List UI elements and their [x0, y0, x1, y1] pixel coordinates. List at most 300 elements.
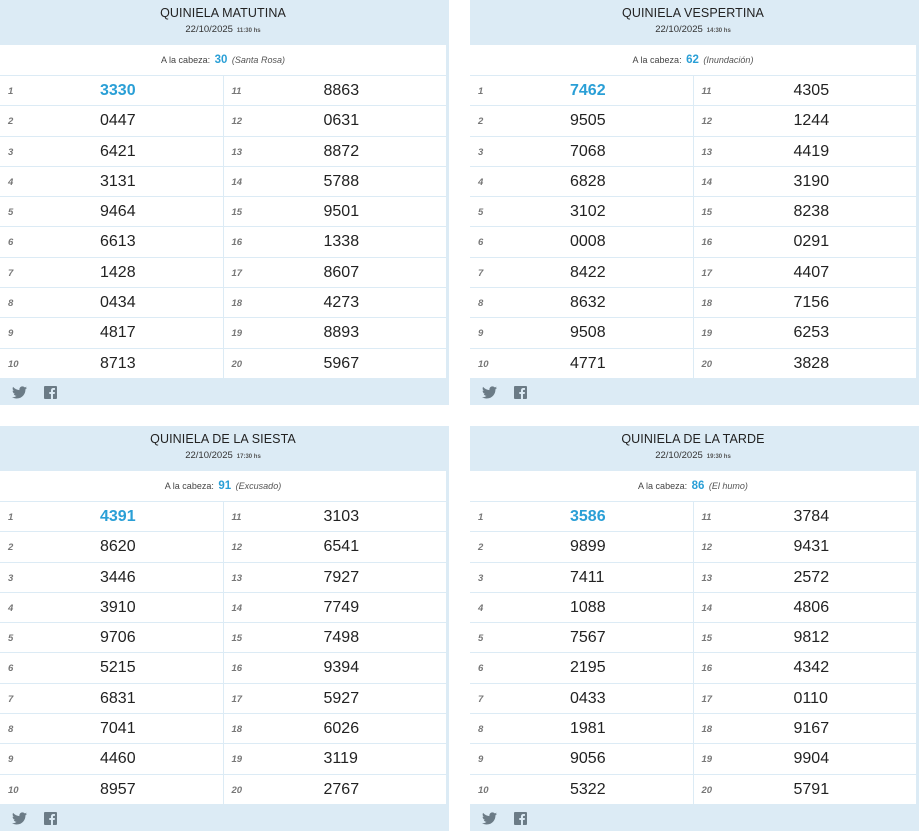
result-number: 2195	[570, 659, 606, 677]
result-number: 1338	[323, 233, 360, 251]
results-grid	[470, 76, 916, 379]
result-row	[470, 258, 693, 288]
result-position: 16	[231, 663, 243, 675]
panel-time: 19:30 hs	[706, 454, 731, 460]
result-number: 4342	[793, 659, 830, 677]
results-panel	[470, 0, 916, 405]
result-position: 10	[478, 784, 489, 796]
result-row	[224, 593, 447, 623]
result-position: 9	[8, 754, 14, 766]
result-row	[0, 288, 223, 318]
panel-date-line	[470, 24, 916, 35]
panel-date-line	[0, 450, 446, 461]
result-number: 9464	[100, 203, 136, 221]
result-number: 5215	[100, 659, 136, 677]
result-number: 5791	[793, 780, 830, 798]
result-row	[224, 532, 447, 562]
result-position: 9	[478, 328, 484, 340]
result-row	[0, 197, 223, 227]
result-position: 18	[231, 724, 243, 736]
results-column-left	[470, 502, 693, 805]
result-row	[224, 349, 447, 379]
result-position: 11	[231, 86, 242, 97]
result-position: 19	[701, 754, 713, 766]
result-row	[224, 653, 447, 683]
result-number: 5788	[323, 172, 360, 190]
facebook-icon[interactable]	[514, 386, 527, 399]
result-position: 16	[231, 237, 243, 249]
result-row	[694, 744, 917, 774]
result-number: 1088	[570, 598, 606, 616]
panel-header	[470, 426, 916, 471]
facebook-icon[interactable]	[514, 812, 527, 825]
results-column-right	[223, 502, 447, 805]
panel-time: 17:30 hs	[236, 454, 261, 460]
twitter-icon[interactable]	[482, 386, 497, 399]
result-row	[694, 167, 917, 197]
result-position: 11	[231, 512, 242, 523]
twitter-icon[interactable]	[12, 812, 27, 825]
result-row	[224, 288, 447, 318]
result-position: 7	[478, 267, 484, 279]
result-row	[694, 532, 917, 562]
result-row	[470, 623, 693, 653]
result-position: 14	[231, 602, 243, 614]
result-row	[694, 623, 917, 653]
result-position: 5	[478, 633, 484, 645]
cabeza-label: A la cabeza:	[164, 481, 214, 491]
result-number: 9904	[793, 750, 830, 768]
result-row	[694, 258, 917, 288]
result-number: 8238	[793, 203, 830, 221]
result-number: 6831	[100, 689, 136, 707]
result-number: 6828	[570, 172, 606, 190]
results-grid	[0, 502, 446, 805]
cabeza-line	[0, 45, 446, 76]
result-number: 3190	[793, 172, 830, 190]
result-row	[224, 318, 447, 348]
cabeza-line	[470, 45, 916, 76]
result-number: 9431	[793, 538, 830, 556]
result-row	[224, 563, 447, 593]
result-row	[0, 775, 223, 805]
result-position: 20	[231, 784, 243, 796]
result-position: 12	[231, 542, 243, 554]
result-number: 8632	[570, 294, 606, 312]
result-row	[470, 593, 693, 623]
result-position: 2	[478, 116, 484, 128]
result-row	[470, 744, 693, 774]
result-number: 3103	[323, 508, 360, 525]
result-row	[694, 714, 917, 744]
result-row	[224, 137, 447, 167]
result-row	[224, 684, 447, 714]
result-number: 3102	[570, 203, 606, 221]
result-position: 19	[701, 328, 713, 340]
results-grid	[470, 502, 916, 805]
result-number: 9505	[570, 112, 606, 130]
result-row	[0, 76, 223, 106]
result-number: 8422	[570, 263, 606, 281]
panel-time: 11:30 hs	[236, 28, 261, 34]
results-panel	[0, 0, 446, 405]
result-position: 6	[8, 237, 14, 249]
result-row	[0, 623, 223, 653]
result-number: 0434	[100, 294, 136, 312]
panel-wrapper	[470, 426, 919, 831]
result-position: 20	[701, 784, 713, 796]
panel-time: 14:30 hs	[706, 28, 731, 34]
result-position: 17	[701, 267, 713, 279]
result-position: 19	[231, 754, 243, 766]
result-number: 5967	[323, 354, 360, 372]
panel-footer	[470, 379, 916, 405]
result-number: 4273	[323, 294, 360, 312]
result-number: 8607	[323, 263, 360, 281]
cabeza-number: 91	[218, 480, 232, 492]
result-row	[0, 137, 223, 167]
result-position: 18	[701, 298, 713, 310]
result-position: 4	[8, 176, 14, 188]
result-position: 15	[701, 207, 713, 219]
result-row	[224, 227, 447, 257]
result-row	[470, 76, 693, 106]
result-number: 4460	[100, 750, 136, 768]
result-row	[694, 563, 917, 593]
result-row	[224, 775, 447, 805]
result-position: 5	[8, 633, 14, 645]
cabeza-meaning: (Santa Rosa)	[231, 55, 285, 65]
result-row	[0, 349, 223, 379]
results-column-left	[0, 76, 223, 379]
twitter-icon[interactable]	[482, 812, 497, 825]
result-number: 6421	[100, 142, 136, 160]
result-number: 3784	[793, 508, 830, 525]
result-row	[224, 258, 447, 288]
cabeza-number: 30	[214, 54, 228, 66]
result-row	[470, 653, 693, 683]
result-position: 12	[701, 542, 713, 554]
result-position: 14	[231, 176, 243, 188]
result-row	[224, 167, 447, 197]
result-number: 8620	[100, 538, 136, 556]
result-row	[694, 318, 917, 348]
result-row	[224, 106, 447, 136]
result-number: 7411	[570, 568, 605, 586]
result-row	[0, 502, 223, 532]
results-column-right	[223, 76, 447, 379]
result-row	[0, 167, 223, 197]
result-row	[0, 653, 223, 683]
result-position: 2	[8, 116, 14, 128]
result-position: 9	[8, 328, 14, 340]
result-row	[470, 137, 693, 167]
result-row	[694, 502, 917, 532]
result-position: 19	[231, 328, 243, 340]
facebook-icon[interactable]	[44, 812, 57, 825]
panel-date-line	[0, 24, 446, 35]
result-row	[0, 258, 223, 288]
result-row	[470, 197, 693, 227]
result-row	[694, 684, 917, 714]
result-position: 8	[8, 298, 14, 310]
cabeza-label: A la cabeza:	[161, 55, 211, 65]
result-row	[470, 714, 693, 744]
cabeza-label: A la cabeza:	[632, 55, 682, 65]
result-number: 7927	[323, 568, 360, 586]
result-number: 3131	[100, 172, 136, 190]
result-position: 2	[478, 542, 484, 554]
panel-date: 22/10/2025	[655, 450, 703, 461]
result-position: 20	[231, 358, 243, 370]
cabeza-meaning: (Excusado)	[235, 481, 282, 491]
result-row	[224, 714, 447, 744]
result-number: 8872	[323, 142, 360, 160]
result-row	[694, 593, 917, 623]
result-position: 16	[701, 663, 713, 675]
result-position: 9	[478, 754, 484, 766]
result-position: 6	[8, 663, 14, 675]
cabeza-number: 62	[686, 54, 699, 66]
result-number: 7156	[793, 294, 830, 312]
panel-header	[470, 0, 916, 45]
result-row	[694, 76, 917, 106]
panel-title: QUINIELA DE LA SIESTA	[150, 432, 296, 446]
twitter-icon[interactable]	[12, 386, 27, 399]
result-position: 5	[478, 207, 484, 219]
result-number: 3910	[100, 598, 136, 616]
result-number: 2572	[793, 568, 830, 586]
panel-date: 22/10/2025	[185, 450, 233, 461]
result-row	[0, 532, 223, 562]
result-row	[694, 137, 917, 167]
result-row	[224, 744, 447, 774]
result-row	[470, 775, 693, 805]
result-position: 14	[701, 602, 713, 614]
result-row	[0, 227, 223, 257]
result-position: 10	[8, 358, 19, 370]
result-number: 7567	[570, 629, 606, 647]
result-position: 2	[8, 542, 14, 554]
result-number: 0291	[793, 233, 830, 251]
result-number: 7498	[323, 629, 360, 647]
result-number: 0008	[570, 233, 606, 251]
result-row	[694, 775, 917, 805]
result-position: 1	[478, 86, 484, 97]
result-position: 18	[231, 298, 243, 310]
result-row	[470, 502, 693, 532]
result-row	[224, 197, 447, 227]
result-number: 9501	[323, 203, 360, 221]
result-row	[694, 227, 917, 257]
result-row	[470, 227, 693, 257]
results-column-right	[693, 502, 917, 805]
result-position: 3	[478, 572, 484, 584]
result-position: 13	[701, 572, 713, 584]
result-number: 8863	[323, 82, 360, 99]
result-row	[224, 623, 447, 653]
result-number: 9812	[793, 629, 830, 647]
cabeza-line	[0, 471, 446, 502]
result-number: 9394	[323, 659, 360, 677]
panel-header	[0, 426, 446, 471]
result-number: 4419	[793, 142, 830, 160]
result-number: 7068	[570, 142, 606, 160]
result-number: 7041	[100, 720, 136, 738]
result-number: 6026	[323, 720, 360, 738]
cabeza-line	[470, 471, 916, 502]
result-position: 10	[478, 358, 489, 370]
result-number: 1981	[570, 720, 606, 738]
result-position: 7	[8, 267, 14, 279]
result-row	[470, 167, 693, 197]
result-position: 13	[231, 146, 243, 158]
result-position: 3	[8, 146, 14, 158]
panel-footer	[0, 805, 446, 831]
result-position: 4	[8, 602, 14, 614]
result-position: 17	[701, 693, 713, 705]
panel-title: QUINIELA MATUTINA	[160, 6, 286, 20]
panel-date: 22/10/2025	[655, 24, 703, 35]
result-position: 18	[701, 724, 713, 736]
panel-header	[0, 0, 446, 45]
result-row	[694, 653, 917, 683]
result-number: 0631	[323, 112, 360, 130]
result-position: 7	[478, 693, 484, 705]
panel-wrapper	[0, 426, 449, 831]
result-row	[694, 288, 917, 318]
result-position: 4	[478, 602, 484, 614]
result-number: 0433	[570, 689, 606, 707]
cabeza-meaning: (El humo)	[708, 481, 748, 491]
result-row	[0, 318, 223, 348]
result-number: 5927	[323, 689, 360, 707]
panel-title: QUINIELA VESPERTINA	[622, 6, 764, 20]
result-position: 15	[231, 207, 243, 219]
panel-footer	[0, 379, 446, 405]
result-number: 3119	[323, 750, 358, 768]
result-position: 16	[701, 237, 713, 249]
panel-wrapper	[0, 0, 449, 405]
cabeza-label: A la cabeza:	[638, 481, 688, 491]
result-number: 7749	[323, 598, 360, 616]
result-row	[470, 106, 693, 136]
results-column-right	[693, 76, 917, 379]
result-row	[470, 684, 693, 714]
result-position: 4	[478, 176, 484, 188]
result-number: 9167	[793, 720, 830, 738]
result-number: 1428	[100, 263, 136, 281]
result-row	[224, 76, 447, 106]
result-number: 5322	[570, 780, 606, 798]
result-position: 8	[478, 298, 484, 310]
result-row	[470, 532, 693, 562]
result-position: 12	[701, 116, 713, 128]
result-number: 0110	[793, 689, 828, 707]
facebook-icon[interactable]	[44, 386, 57, 399]
result-position: 11	[701, 86, 712, 97]
result-position: 6	[478, 663, 484, 675]
result-row	[0, 684, 223, 714]
result-position: 13	[701, 146, 713, 158]
result-number: 3586	[570, 508, 606, 525]
result-position: 8	[478, 724, 484, 736]
result-row	[0, 714, 223, 744]
result-position: 1	[8, 512, 14, 523]
result-position: 8	[8, 724, 14, 736]
result-row	[470, 318, 693, 348]
result-row	[0, 744, 223, 774]
panel-wrapper	[470, 0, 919, 405]
result-position: 7	[8, 693, 14, 705]
result-number: 3446	[100, 568, 136, 586]
result-row	[0, 563, 223, 593]
result-number: 9899	[570, 538, 606, 556]
result-number: 3828	[793, 354, 830, 372]
results-panel	[0, 426, 446, 831]
result-position: 6	[478, 237, 484, 249]
result-row	[0, 593, 223, 623]
result-number: 4407	[793, 263, 830, 281]
result-number: 4771	[570, 354, 606, 372]
result-number: 4305	[793, 82, 830, 99]
results-column-left	[470, 76, 693, 379]
result-position: 12	[231, 116, 243, 128]
result-row	[224, 502, 447, 532]
result-number: 6253	[793, 324, 830, 342]
result-position: 13	[231, 572, 243, 584]
result-position: 5	[8, 207, 14, 219]
panel-date: 22/10/2025	[185, 24, 233, 35]
result-position: 15	[231, 633, 243, 645]
result-position: 11	[701, 512, 712, 523]
cabeza-number: 86	[691, 480, 705, 492]
result-row	[694, 197, 917, 227]
result-position: 15	[701, 633, 713, 645]
result-row	[470, 349, 693, 379]
result-number: 6613	[100, 233, 136, 251]
result-number: 7462	[570, 82, 606, 99]
result-number: 8713	[100, 354, 136, 372]
results-column-left	[0, 502, 223, 805]
result-position: 14	[701, 176, 713, 188]
results-grid	[0, 76, 446, 379]
result-position: 20	[701, 358, 713, 370]
panel-date-line	[470, 450, 916, 461]
panel-title: QUINIELA DE LA TARDE	[621, 432, 765, 446]
result-number: 6541	[323, 538, 360, 556]
result-number: 4806	[793, 598, 830, 616]
result-number: 9508	[570, 324, 606, 342]
panel-footer	[470, 805, 916, 831]
result-row	[470, 563, 693, 593]
cabeza-meaning: (Inundación)	[703, 55, 754, 65]
result-number: 8893	[323, 324, 360, 342]
result-number: 4817	[100, 324, 136, 342]
result-position: 17	[231, 267, 243, 279]
result-position: 3	[478, 146, 484, 158]
results-panel	[470, 426, 916, 831]
result-row	[470, 288, 693, 318]
result-number: 9706	[100, 629, 136, 647]
result-position: 1	[478, 512, 484, 523]
result-row	[694, 106, 917, 136]
result-number: 2767	[323, 780, 360, 798]
result-position: 17	[231, 693, 243, 705]
result-number: 3330	[100, 82, 136, 99]
result-number: 9056	[570, 750, 606, 768]
result-row	[0, 106, 223, 136]
